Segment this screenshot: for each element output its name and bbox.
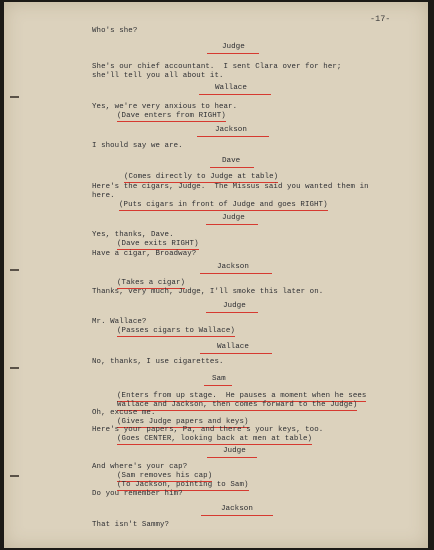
speaker-underline [204, 385, 232, 386]
dialogue-line: Here's your papers, Pa, and there's your keys, too. [92, 426, 324, 434]
dialogue-line: Do you remember him? [92, 490, 183, 498]
stage-direction: (Gives Judge papers and keys) [117, 418, 249, 426]
stage-direction: (Passes cigars to Wallace) [117, 327, 235, 335]
speaker-name: Judge [223, 447, 246, 455]
dialogue-line: Yes, we're very anxious to hear. [92, 103, 238, 111]
speaker-name: Jackson [215, 126, 247, 134]
stage-direction: (Goes CENTER, looking back at men at table) [117, 435, 313, 443]
stage-direction: (Enters from up stage. He pauses a moment when he sees [117, 392, 367, 400]
dialogue-line: Mr. Wallace? [92, 318, 147, 326]
dialogue-line: here. [92, 192, 115, 200]
dialogue-line: Yes, thanks, Dave. [92, 231, 174, 239]
dialogue-line: Have a cigar, Broadway? [92, 250, 197, 258]
speaker-name: Wallace [215, 84, 247, 92]
speaker-name: Jackson [217, 263, 249, 271]
dialogue-line: Thanks, very much, Judge, I'll smoke this later on. [92, 288, 324, 296]
speaker-underline [200, 273, 272, 274]
script-page [4, 2, 428, 548]
dialogue-line: I should say we are. [92, 142, 183, 150]
stage-direction: (Comes directly to Judge at table) [124, 173, 279, 181]
dialogue-line: Who's she? [92, 27, 138, 35]
dialogue-line: Oh, excuse me. [92, 409, 156, 417]
dialogue-line: She's our chief accountant. I sent Clara over for her; [92, 63, 342, 71]
margin-mark [10, 269, 19, 271]
margin-mark [10, 96, 19, 98]
stage-direction: (Sam removes his cap) [117, 472, 213, 480]
dialogue-line: No, thanks, I use cigarettes. [92, 358, 224, 366]
stage-direction: Wallace and Jackson, then comes forward to the Judge) [117, 401, 358, 409]
speaker-name: Judge [222, 43, 245, 51]
speaker-underline [201, 515, 273, 516]
dialogue-line: And where's your cap? [92, 463, 188, 471]
stage-direction: (Puts cigars in front of Judge and goes RIGHT) [119, 201, 328, 209]
speaker-name: Sam [212, 375, 226, 383]
speaker-name: Dave [222, 157, 241, 165]
speaker-name: Judge [223, 302, 246, 310]
speaker-underline [200, 353, 272, 354]
stage-direction: (Dave exits RIGHT) [117, 240, 199, 248]
dialogue-line: she'll tell you all about it. [92, 72, 224, 80]
speaker-underline [207, 457, 257, 458]
margin-mark [10, 475, 19, 477]
speaker-name: Wallace [217, 343, 249, 351]
speaker-underline [197, 136, 269, 137]
stage-direction: (Dave enters from RIGHT) [117, 112, 226, 120]
speaker-underline [206, 312, 258, 313]
speaker-underline [210, 167, 254, 168]
speaker-name: Jackson [221, 505, 253, 513]
speaker-name: Judge [222, 214, 245, 222]
dialogue-line: That isn't Sammy? [92, 521, 170, 529]
page-number: -17- [370, 14, 391, 24]
speaker-underline [207, 53, 259, 54]
stage-direction: (Takes a cigar) [117, 279, 186, 287]
stage-direction: (To Jackson, pointing to Sam) [117, 481, 249, 489]
speaker-underline [199, 94, 271, 95]
speaker-underline [206, 224, 258, 225]
margin-mark [10, 367, 19, 369]
dialogue-line: Here's the cigars, Judge. The Missus said you wanted them in [92, 183, 369, 191]
